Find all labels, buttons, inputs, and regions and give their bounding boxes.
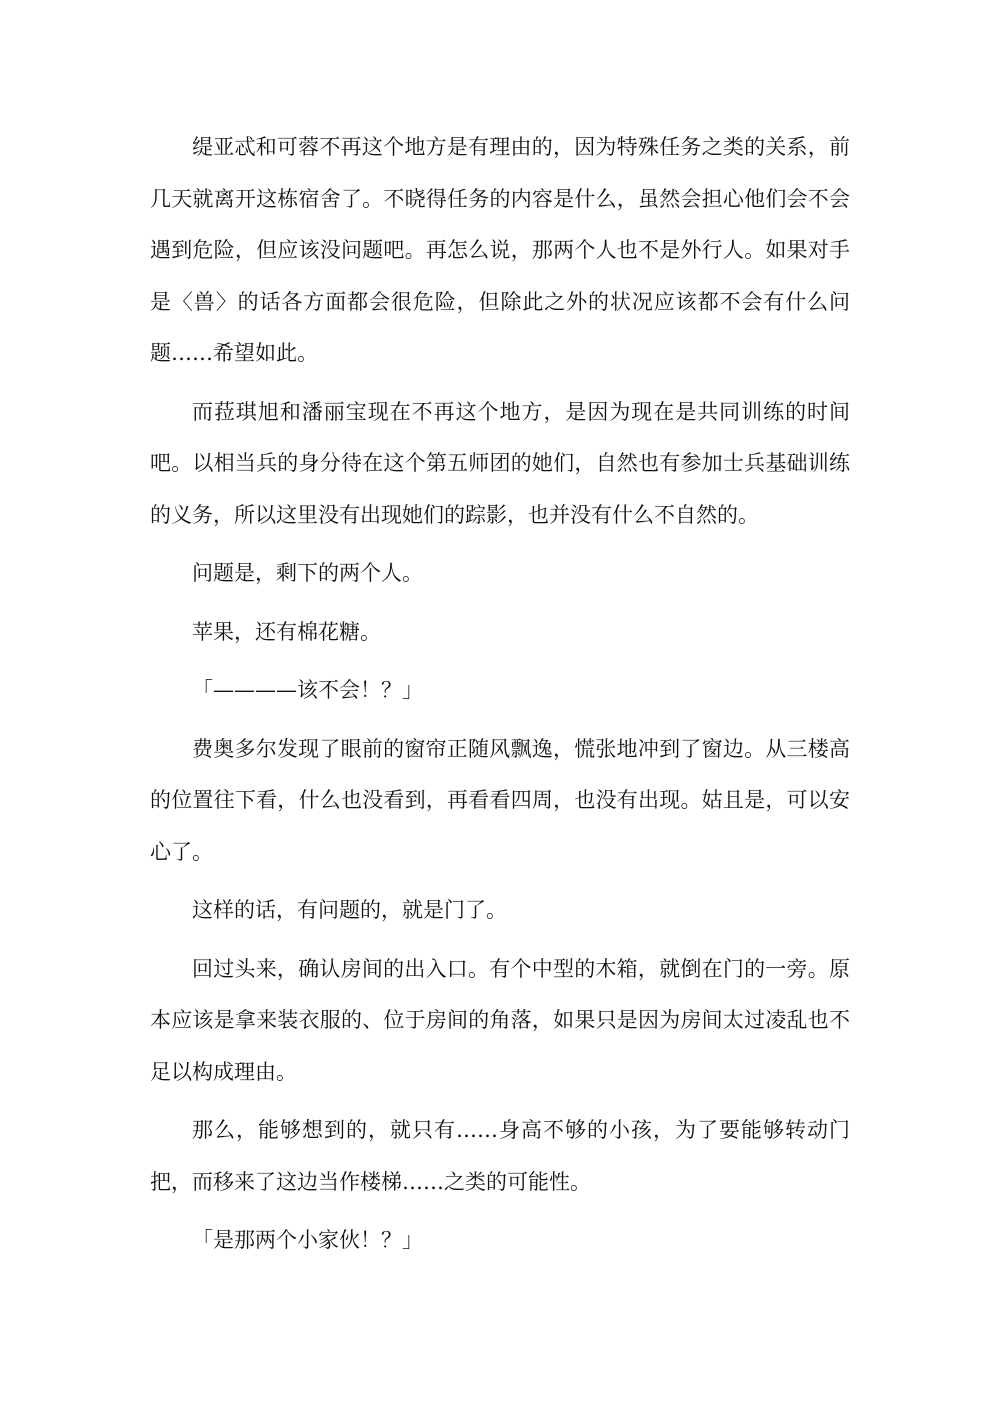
paragraph: 那么，能够想到的，就只有……身高不够的小孩，为了要能够转动门把，而移来了这边当作楼梯……之类的可能性。 xyxy=(150,1118,850,1194)
paragraph: 费奥多尔发现了眼前的窗帘正随风飘逸，慌张地冲到了窗边。从三楼高的位置往下看，什么也没看到，再看看四周，也没有出现。姑且是，可以安心了。 xyxy=(150,736,850,864)
paragraph: 这样的话，有问题的，就是门了。 xyxy=(192,898,507,922)
dialogue-line: 「是那两个小家伙！？」 xyxy=(192,1228,423,1252)
paragraph: 回过头来，确认房间的出入口。有个中型的木箱，就倒在门的一旁。原本应该是拿来装衣服的、位于房间的角落，如果只是因为房间太过凌乱也不足以构成理由。 xyxy=(150,956,850,1084)
body-text xyxy=(150,122,850,1274)
dialogue-line: 「————该不会！？」 xyxy=(192,678,423,702)
paragraph: 而菈琪旭和潘丽宝现在不再这个地方，是因为现在是共同训练的时间吧。以相当兵的身分待在这个第五师团的她们，自然也有参加士兵基础训练的义务，所以这里没有出现她们的踪影，也并没有什么不自然的。 xyxy=(150,399,850,527)
paragraph: 问题是，剩下的两个人。 xyxy=(192,561,423,585)
paragraph: 苹果，还有棉花糖。 xyxy=(192,619,381,644)
paragraph: 缇亚忒和可蓉不再这个地方是有理由的，因为特殊任务之类的关系，前几天就离开这栋宿舍了。不晓得任务的内容是什么，虽然会担心他们会不会遇到危险，但应该没问题吧。再怎么说，那两个人也不是外行人。如果对手是〈兽〉的话各方面都会很危险，但除此之外的状况应该都不会有什么问题……希望如此。 xyxy=(150,135,850,365)
